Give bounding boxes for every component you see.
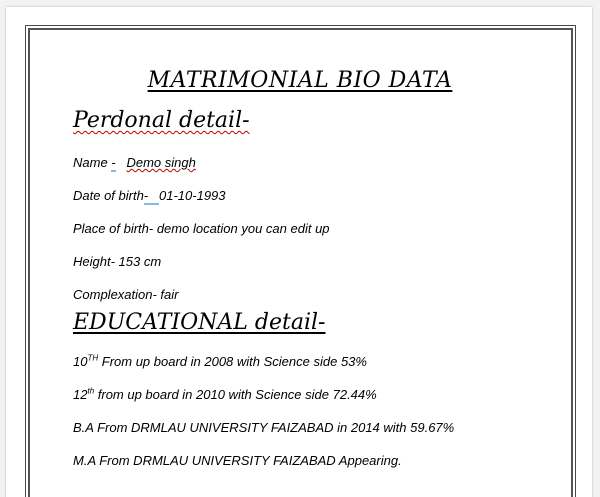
section-heading-education: EDUCATIONAL detail- — [73, 310, 326, 335]
edu2-suffix: th — [87, 386, 95, 396]
dob-separator: - — [144, 188, 159, 205]
line-education-10th — [73, 354, 367, 369]
edu2-text: from up board in 2010 with Science side 72.44% — [94, 387, 377, 402]
line-place-of-birth: Place of birth- demo location you can edit up — [73, 221, 330, 236]
line-education-ba: B.A From DRMLAU UNIVERSITY FAIZABAD in 2014 with 59.67% — [73, 420, 455, 435]
line-dob — [73, 188, 226, 203]
edu2-number: 12 — [73, 387, 88, 402]
line-complexion: Complexation- fair — [73, 287, 179, 302]
dob-value: 01-10-1993 — [159, 188, 226, 203]
section-heading-personal: Perdonal detail- — [73, 108, 250, 133]
name-dash: - — [111, 155, 116, 170]
edu1-number: 10 — [73, 354, 88, 369]
line-name — [73, 155, 196, 170]
dob-label: Date of birth — [73, 188, 144, 203]
line-education-ma: M.A From DRMLAU UNIVERSITY FAIZABAD Appearing. — [73, 453, 402, 468]
line-education-12th — [73, 387, 377, 402]
line-height: Height- 153 cm — [73, 254, 162, 269]
edu1-text: From up board in 2008 with Science side 53% — [98, 354, 367, 369]
name-label: Name — [73, 155, 112, 170]
document-title: MATRIMONIAL BIO DATA — [147, 68, 453, 93]
edu1-suffix: TH — [87, 353, 99, 363]
name-value: Demo singh — [126, 155, 196, 170]
